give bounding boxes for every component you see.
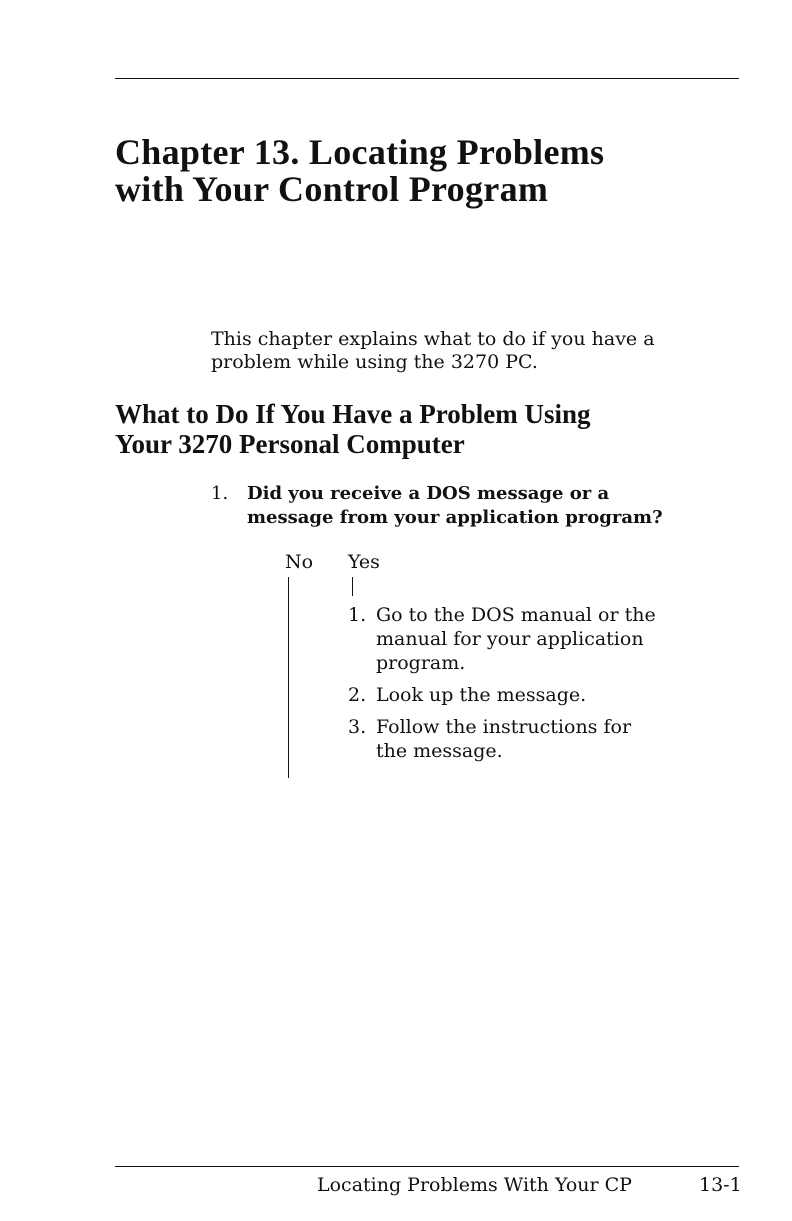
footer-running-title: Locating Problems With Your CP (317, 1174, 632, 1196)
footer-rule (115, 1166, 739, 1167)
step-number: 3. (348, 716, 367, 738)
step-number: 1. (348, 604, 367, 626)
question-number: 1. (211, 483, 229, 504)
chapter-title-line-2: with Your Control Program (115, 169, 549, 209)
step-line: manual for your application (376, 628, 644, 650)
step-line: program. (376, 652, 466, 674)
step-number: 2. (348, 684, 367, 706)
step-line: Look up the message. (376, 684, 587, 706)
section-heading (115, 399, 755, 459)
question-line-1: Did you receive a DOS message or a (247, 483, 610, 504)
question-line-2: message from your application program? (247, 507, 663, 528)
step-item (348, 603, 708, 675)
step-item (348, 683, 708, 707)
step-line: Go to the DOS manual or the (376, 604, 656, 626)
yes-branch-label: Yes (348, 551, 380, 573)
no-branch-line (288, 577, 289, 778)
top-rule (115, 78, 739, 79)
question-text (247, 482, 747, 530)
step-line: the message. (376, 740, 503, 762)
intro-paragraph (211, 328, 731, 374)
yes-branch-line (352, 577, 353, 596)
chapter-title (115, 134, 755, 208)
intro-line-2: problem while using the 3270 PC. (211, 351, 538, 373)
section-heading-line-1: What to Do If You Have a Problem Using (115, 399, 591, 429)
intro-line-1: This chapter explains what to do if you have a (211, 328, 655, 350)
step-item (348, 715, 708, 763)
step-line: Follow the instructions for (376, 716, 632, 738)
chapter-title-line-1: Chapter 13. Locating Problems (115, 132, 605, 172)
page-number: 13-1 (699, 1174, 742, 1196)
yes-steps-list (348, 603, 708, 771)
no-branch-label: No (285, 551, 314, 573)
section-heading-line-2: Your 3270 Personal Computer (115, 429, 465, 459)
